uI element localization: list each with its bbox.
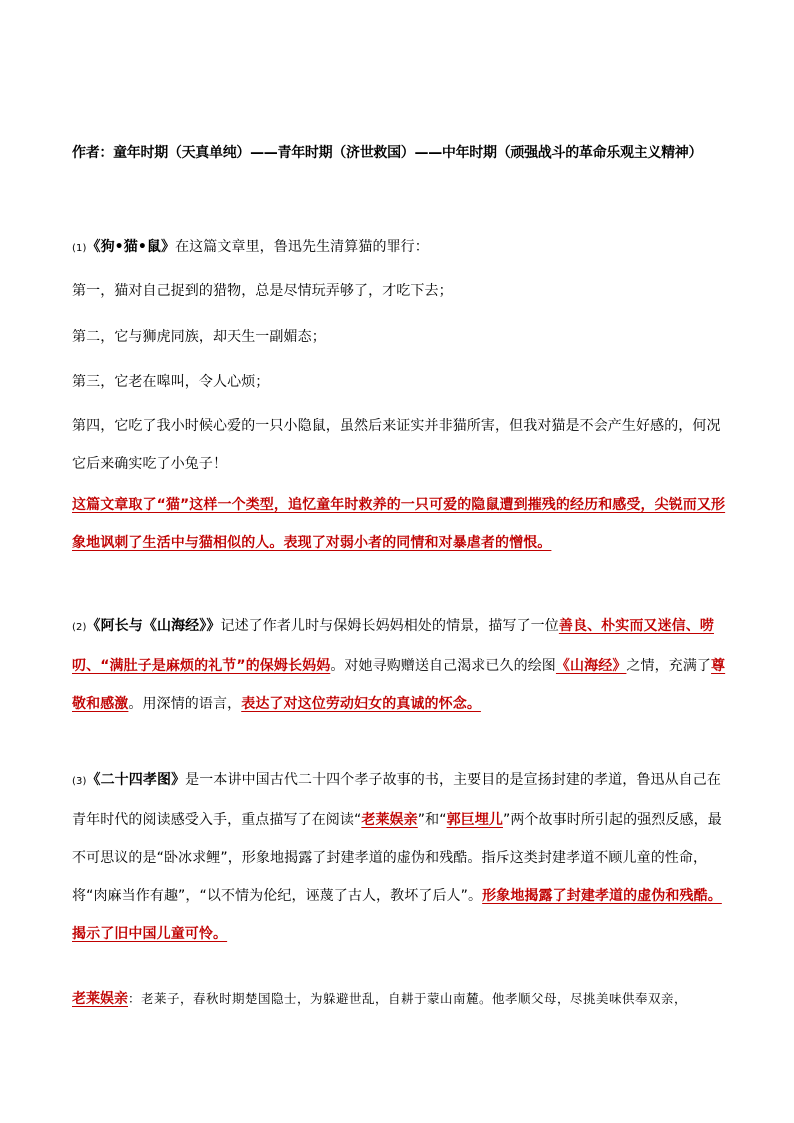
section1-number: (1)	[72, 243, 87, 254]
section3-title: 《二十四孝图》	[86, 772, 186, 788]
note-term: 老莱娱亲	[72, 991, 128, 1007]
section2-highlight-conclusion: 表达了对这位劳动妇女的真诚的怀念。	[241, 696, 481, 712]
section3-paragraph	[72, 761, 732, 953]
section3-text-3: ”两个故事时所引起的强烈反感，最不可思议的是“卧冰求鲤”，形象地揭露了封建孝道的虚伪和残酷。指斥这类封建孝道不顾儿童的性命，将“肉麻当作有趣”，“以不情为伦纪，诬蔑了古人，教坏了后人”。	[72, 812, 722, 904]
section1-point3: 第三，它老在嗥叫，令人心烦；	[72, 374, 270, 390]
note-paragraph	[72, 980, 732, 1018]
author-line: 作者：童年时期（天真单纯）——青年时期（济世救国）——中年时期（顽强战斗的革命乐观主义精神）	[72, 145, 703, 161]
section1-summary-text: 这篇文章取了“猫”这样一个类型，追忆童年时救养的一只可爱的隐鼠遭到摧残的经历和感受，尖锐而又形象地讽刺了生活中与猫相似的人。表现了对弱小者的同情和对暴虐者的憎恨。	[72, 497, 726, 551]
section2-highlight-nanny: 善良、朴实而又迷信、唠叨、“满肚子是麻烦的礼节”的保姆长妈妈	[72, 618, 714, 674]
section2-title: 《阿长与《山海经》》	[86, 618, 221, 634]
section1-intro-text: 在这篇文章里，鲁迅先生清算猫的罪行：	[175, 239, 429, 255]
section3-text-1: 是一本讲中国古代二十四个孝子故事的书，主要目的是宣扬封建的孝道，鲁迅从自己在青年时代的阅读感受入手，重点描写了在阅读“	[72, 772, 721, 828]
section2-text-2: 。对她寻购赠送自己渴求已久的绘图	[330, 658, 556, 674]
section1-summary	[72, 486, 732, 562]
section3-highlight-story1: 老莱娱亲	[361, 812, 418, 828]
section1-point4: 第四，它吃了我小时候心爱的一只小隐鼠，虽然后来证实并非猫所害，但我对猫是不会产生好感的，何况它后来确实吃了小兔子！	[72, 418, 721, 472]
note-separator: ：	[128, 991, 142, 1006]
section1-point1: 第一，猫对自己捉到的猎物，总是尽情玩弄够了，才吃下去；	[72, 283, 453, 299]
section2-text-3: 之情，充满了	[626, 658, 712, 674]
section2-paragraph	[72, 607, 732, 723]
section1-point2: 第二，它与狮虎同族，却天生一副媚态；	[72, 329, 326, 345]
section3-text-2: ”和“	[417, 812, 447, 828]
section1-title: 《狗•猫•鼠》	[86, 239, 176, 255]
section2-text-4: 。用深情的语言，	[128, 696, 242, 712]
note-text: 老莱子，春秋时期楚国隐士，为躲避世乱，自耕于蒙山南麓。他孝顺父母，尽挑美味供奉双亲，	[141, 991, 688, 1006]
section2-number: (2)	[72, 622, 87, 633]
section1-intro	[72, 228, 732, 268]
section3-number: (3)	[72, 776, 87, 787]
section3-highlight-conclusion: 形象地揭露了封建孝道的虚伪和残酷。揭示了旧中国儿童可怜。	[72, 888, 722, 942]
section2-text-1: 记述了作者儿时与保姆长妈妈相处的情景，描写了一位	[220, 618, 559, 634]
section2-highlight-book: 《山海经》	[555, 658, 627, 674]
section2-highlight-feeling: 尊敬和感激	[72, 658, 726, 712]
section3-highlight-story2: 郭巨埋儿	[446, 812, 503, 828]
